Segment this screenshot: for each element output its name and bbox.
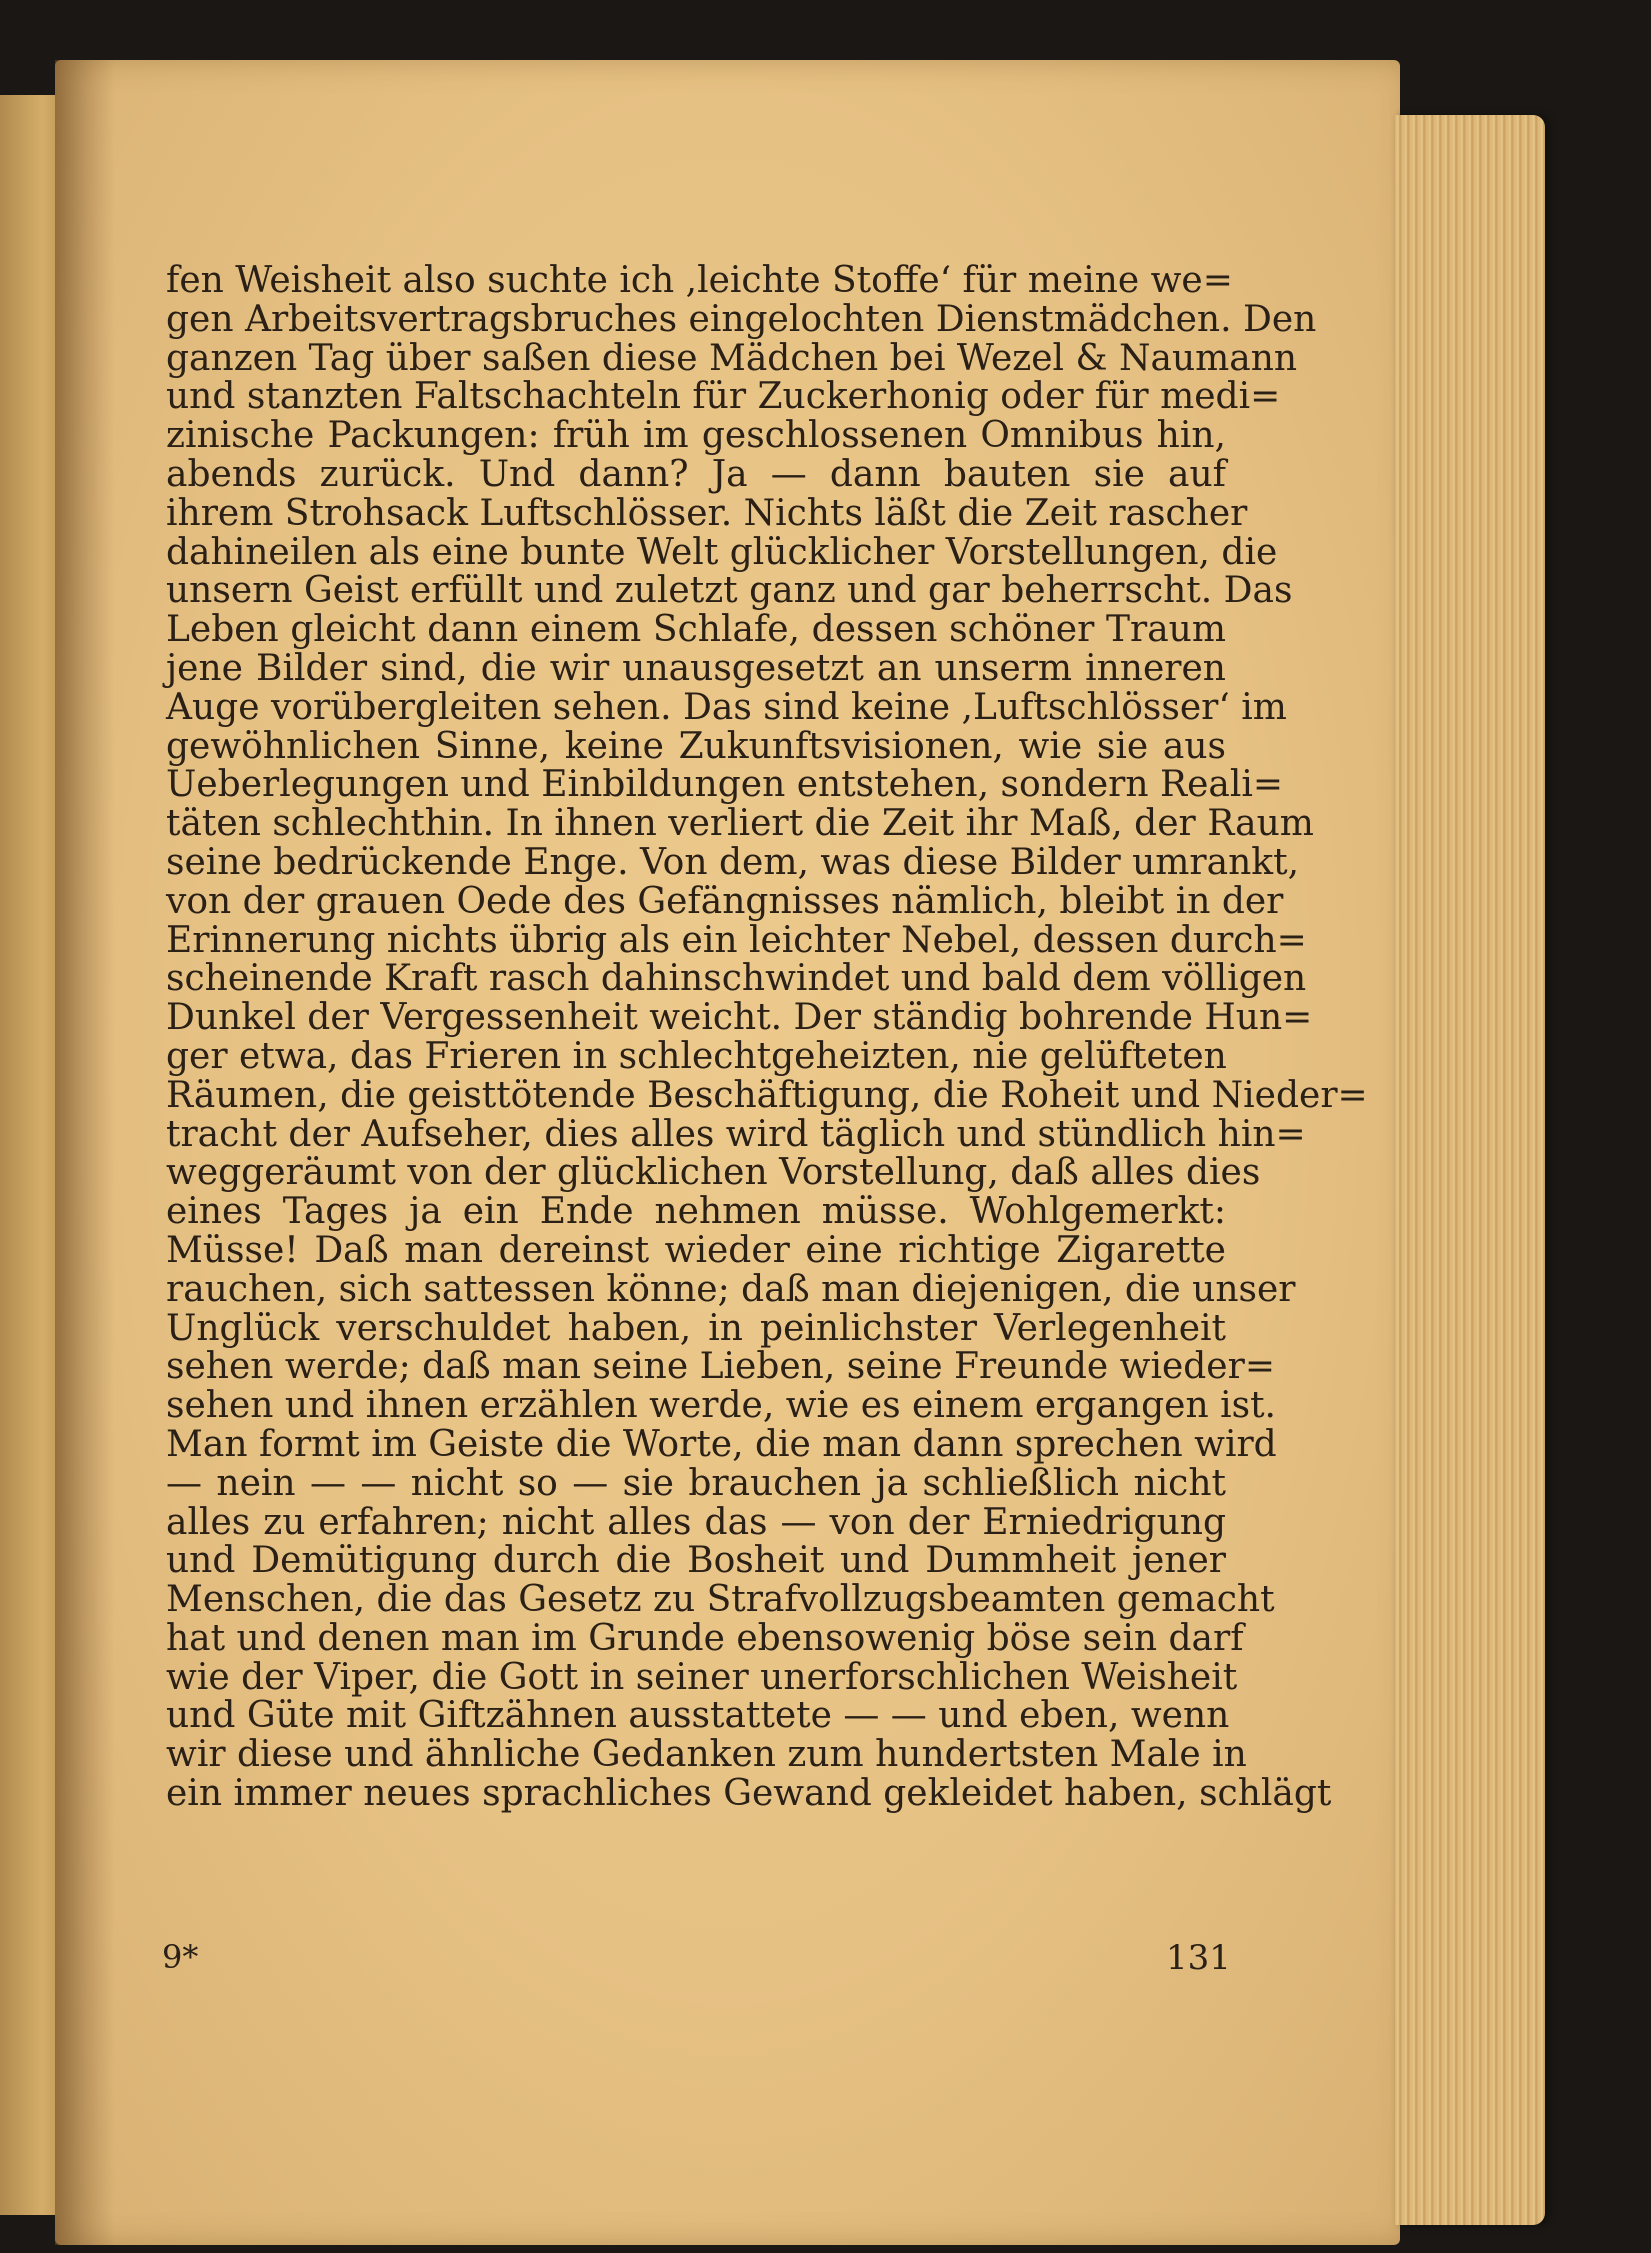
body-text — [166, 260, 1368, 1815]
text-line: dahineilen als eine bunte Welt glücklicher Vorstellungen, die — [166, 531, 1278, 573]
text-line: eines Tages ja ein Ende nehmen müsse. Wohlgemerkt: — [166, 1191, 1226, 1233]
text-line: und Güte mit Giftzähnen ausstattete — — und eben, wenn — [166, 1695, 1230, 1737]
text-line: zinische Packungen: früh im geschlossenen Omnibus hin, — [166, 415, 1226, 457]
text-line: hat und denen man im Grunde ebensowenig böse sein darf — [166, 1617, 1244, 1659]
text-line: täten schlechthin. In ihnen verliert die Zeit ihr Maß, der Raum — [166, 803, 1314, 845]
text-line: Erinnerung nichts übrig als ein leichter Nebel, dessen durch= — [166, 919, 1307, 961]
stacked-page-edges — [1395, 115, 1545, 2225]
text-line: Unglück verschuldet haben, in peinlichster Verlegenheit — [166, 1307, 1226, 1349]
text-line: Leben gleicht dann einem Schlafe, dessen schöner Traum — [166, 609, 1226, 651]
text-line: alles zu erfahren; nicht alles das — von der Erniedrigung — [166, 1501, 1226, 1543]
text-line: wie der Viper, die Gott in seiner unerforschlichen Weisheit — [166, 1656, 1238, 1698]
text-line: unsern Geist erfüllt und zuletzt ganz und gar beherrscht. Das — [166, 570, 1293, 612]
text-line: ein immer neues sprachliches Gewand gekleidet haben, schlägt — [166, 1773, 1332, 1815]
text-line: tracht der Aufseher, dies alles wird täglich und stündlich hin= — [166, 1113, 1306, 1155]
page-gutter-shadow — [55, 60, 115, 2245]
text-line: Man formt im Geiste die Worte, die man dann sprechen wird — [166, 1423, 1277, 1465]
text-line: sehen und ihnen erzählen werde, wie es einem ergangen ist. — [166, 1385, 1276, 1427]
text-line: und stanzten Faltschachteln für Zuckerhonig oder für medi= — [166, 376, 1281, 418]
text-line: — nein — — nicht so — sie brauchen ja schließlich nicht — [166, 1462, 1226, 1504]
text-line: Räumen, die geisttötende Beschäftigung, die Roheit und Nieder= — [166, 1074, 1368, 1116]
page-number: 131 — [1166, 1938, 1231, 1978]
text-line: sehen werde; daß man seine Lieben, seine Freunde wieder= — [166, 1346, 1275, 1388]
text-line: abends zurück. Und dann? Ja — dann bauten sie auf — [166, 453, 1226, 495]
text-line: ihrem Strohsack Luftschlösser. Nichts läßt die Zeit rascher — [166, 492, 1248, 534]
text-line: jene Bilder sind, die wir unausgesetzt an unserm inneren — [166, 647, 1226, 689]
text-line: seine bedrückende Enge. Von dem, was diese Bilder umrankt, — [166, 841, 1300, 883]
text-line: und Demütigung durch die Bosheit und Dummheit jener — [166, 1540, 1226, 1582]
text-line: Ueberlegungen und Einbildungen entstehen, sondern Reali= — [166, 764, 1284, 806]
text-line: weggeräumt von der glücklichen Vorstellung, daß alles dies — [166, 1152, 1261, 1194]
text-line: gen Arbeitsvertragsbruches eingelochten Dienstmädchen. Den — [166, 298, 1317, 340]
signature-mark: 9* — [162, 1938, 199, 1976]
text-line: Müsse! Daß man dereinst wieder eine richtige Zigarette — [166, 1229, 1226, 1271]
text-line: rauchen, sich sattessen könne; daß man diejenigen, die unser — [166, 1268, 1296, 1310]
text-line: gewöhnlichen Sinne, keine Zukunftsvisionen, wie sie aus — [166, 725, 1226, 767]
text-line: Dunkel der Vergessenheit weicht. Der ständig bohrende Hun= — [166, 997, 1313, 1039]
text-line: wir diese und ähnliche Gedanken zum hundertsten Male in — [166, 1734, 1247, 1776]
text-line: von der grauen Oede des Gefängnisses nämlich, bleibt in der — [166, 880, 1284, 922]
text-line: fen Weisheit also suchte ich ,leichte Stoffe‘ für meine we= — [166, 260, 1233, 301]
text-line: Menschen, die das Gesetz zu Strafvollzugsbeamten gemacht — [166, 1579, 1275, 1621]
text-line: Auge vorübergleiten sehen. Das sind keine ,Luftschlösser‘ im — [166, 686, 1287, 728]
text-line: scheinende Kraft rasch dahinschwindet und bald dem völligen — [166, 958, 1307, 1000]
text-line: ger etwa, das Frieren in schlechtgeheizten, nie gelüfteten — [166, 1035, 1227, 1077]
text-line: ganzen Tag über saßen diese Mädchen bei Wezel & Naumann — [166, 337, 1298, 379]
